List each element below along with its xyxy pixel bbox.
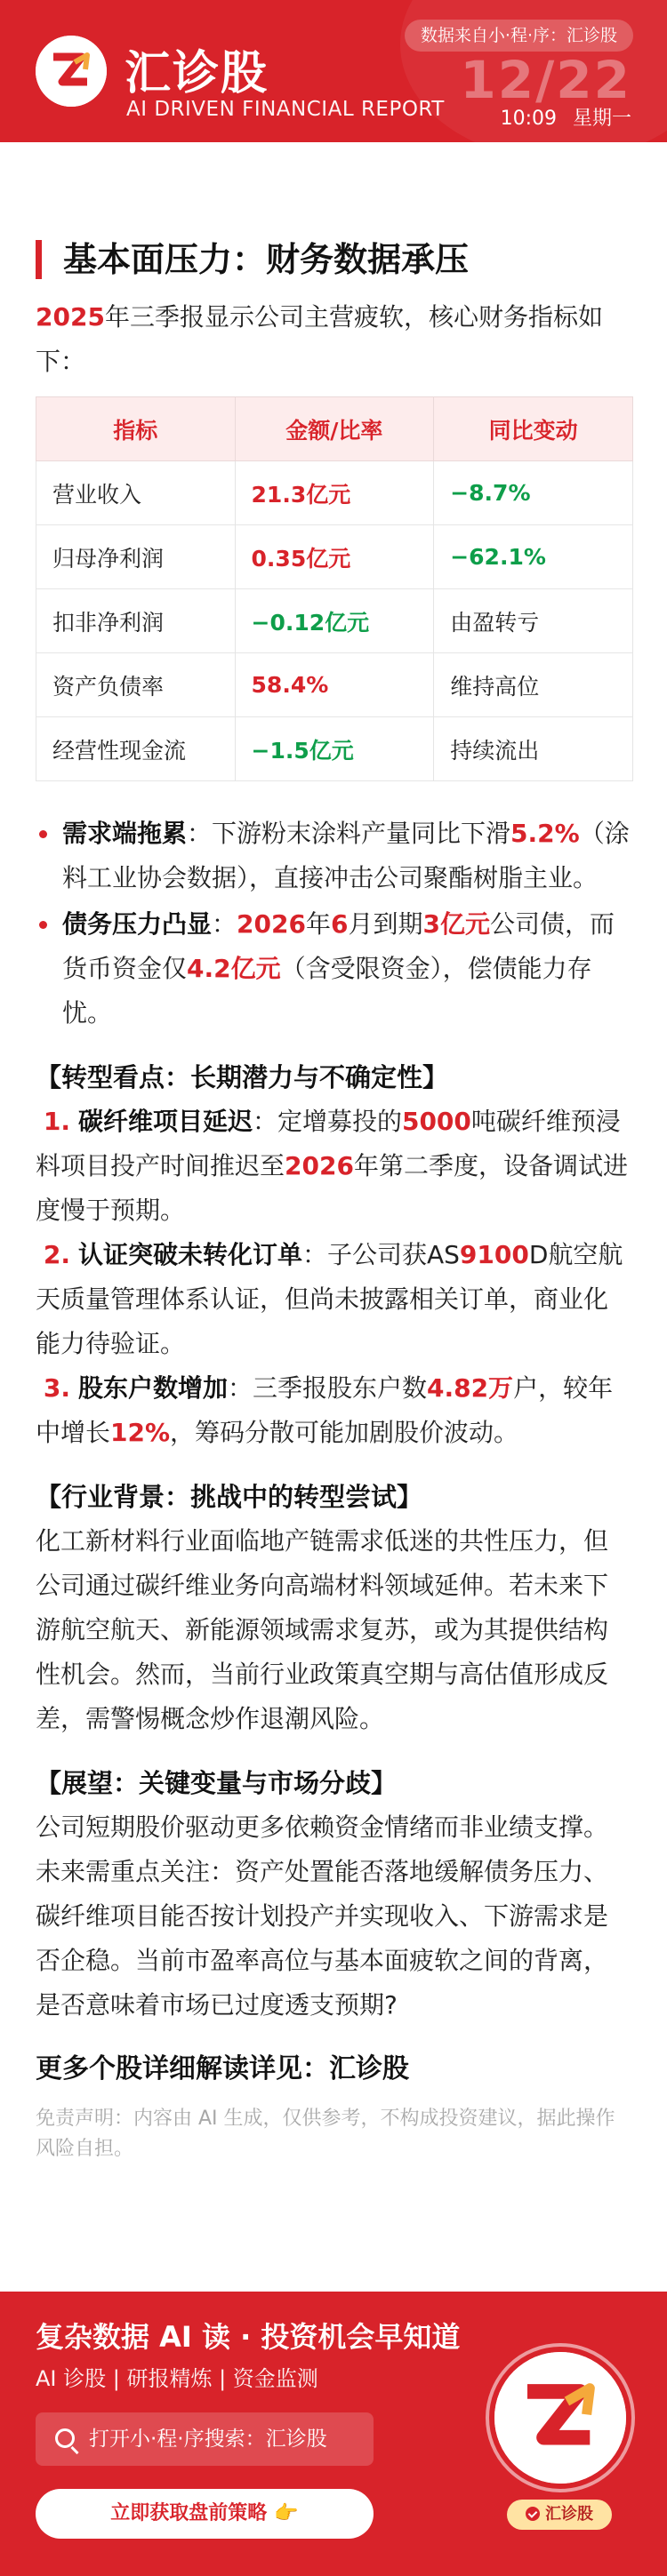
cell-metric: 经营性现金流: [36, 717, 236, 781]
list-item: 债务压力凸显：2026年6月到期3亿元公司债，而货币资金仅4.2亿元（含受限资金），偿债能力存忧。: [36, 902, 631, 1036]
cell-value: −1.5亿元: [235, 717, 434, 781]
footer-title: 复杂数据 AI 读 · 投资机会早知道: [36, 2320, 461, 2354]
cta-label: 立即获取盘前策略: [110, 2502, 268, 2524]
data-source-pill: 数据来自小·程·序：汇诊股: [405, 20, 633, 52]
brand-badge: 汇诊股: [507, 2500, 612, 2530]
list-item: 3. 股东户数增加：三季报股东户数4.82万户，较年中增长12%，筹码分散可能加剧股价波动。: [36, 1373, 614, 1447]
article-body: [0, 240, 667, 2164]
cell-value: 0.35亿元: [235, 525, 434, 589]
outlook-heading: 【展望：关键变量与市场分歧】: [36, 1768, 398, 1798]
list-item: 需求端拖累：下游粉末涂料产量同比下滑5.2%（涂料工业协会数据），直接冲击公司聚酯树脂主业。: [36, 812, 631, 900]
table-row: [36, 461, 633, 525]
mini-program-search-bar[interactable]: [36, 2412, 374, 2466]
col-header-metric: 指标: [36, 397, 236, 461]
list-item: 2. 认证突破未转化订单：子公司获AS9100D航空航天质量管理体系认证，但尚未披露相关订单，商业化能力待验证。: [36, 1240, 623, 1358]
table-row: [36, 653, 633, 717]
promo-footer: [0, 2292, 667, 2576]
table-row: [36, 717, 633, 781]
cell-metric: 营业收入: [36, 461, 236, 525]
outlook-section: [36, 1761, 631, 2028]
check-icon: [526, 2507, 540, 2521]
cell-metric: 资产负债率: [36, 653, 236, 717]
cell-value: −0.12亿元: [235, 589, 434, 653]
cell-value: 58.4%: [235, 653, 434, 717]
cell-metric: 扣非净利润: [36, 589, 236, 653]
transform-heading: 【转型看点：长期潜力与不确定性】: [36, 1062, 449, 1092]
cell-change: −62.1%: [434, 525, 633, 589]
list-item: 1. 碳纤维项目延迟：定增募投的5000吨碳纤维预浸料项目投产时间推迟至2026年第二季度，设备调试进度慢于预期。: [36, 1107, 628, 1225]
more-link-text: 更多个股详细解读详见：汇诊股: [36, 2053, 409, 2084]
search-text: 打开小·程·序搜索：汇诊股: [89, 2428, 327, 2451]
cell-change: −8.7%: [434, 461, 633, 525]
industry-paragraph: 化工新材料行业面临地产链需求低迷的共性压力，但公司通过碳纤维业务向高端材料领域延伸。若未来下游航空航天、新能源领域需求复苏，或为其提供结构性机会。然而，当前行业政策真空期与高估值形成反差，需警惕概念炒作退潮风险。: [36, 1526, 609, 1733]
industry-section: [36, 1475, 631, 1741]
cell-change: 维持高位: [434, 653, 633, 717]
pointing-hand-icon: 👉: [274, 2502, 299, 2524]
footer-logo-icon: [494, 2352, 626, 2484]
section-title: 基本面压力：财务数据承压: [36, 240, 631, 279]
outlook-paragraph: 公司短期股价驱动更多依赖资金情绪而非业绩支撑。未来需重点关注：资产处置能否落地缓解债务压力、碳纤维项目能否按计划投产并实现收入、下游需求是否企稳。当前市盈率高位与基本面疲软之间的背离，是否意味着市场已过度透支预期?: [36, 1812, 609, 2020]
brand-name: 汇诊股: [125, 47, 269, 100]
financial-table: [36, 396, 633, 781]
cell-change: 由盈转亏: [434, 589, 633, 653]
col-header-value: 金额/比率: [235, 397, 434, 461]
table-row: [36, 589, 633, 653]
brand-subtitle: AI DRIVEN FINANCIAL REPORT: [126, 98, 445, 121]
weekday-text: 星期一: [572, 108, 631, 130]
report-time: [501, 103, 631, 131]
cell-change: 持续流出: [434, 717, 633, 781]
report-date: 12/22: [460, 50, 631, 110]
get-strategy-button[interactable]: [36, 2489, 374, 2539]
col-header-change: 同比变动: [434, 397, 633, 461]
risk-bullet-list: [36, 812, 631, 1036]
table-row: [36, 525, 633, 589]
disclaimer: 免责声明：内容由 AI 生成，仅供参考，不构成投资建议，据此操作风险自担。: [36, 2108, 615, 2160]
brand-logo-icon: [36, 36, 107, 107]
footer-tags: AI 诊股 | 研报精炼 | 资金监测: [36, 2366, 318, 2391]
transform-section: [36, 1055, 631, 1455]
table-header-row: [36, 397, 633, 461]
time-text: 10:09: [500, 108, 557, 130]
industry-heading: 【行业背景：挑战中的转型尝试】: [36, 1482, 423, 1512]
intro-paragraph: 2025年三季报显示公司主营疲软，核心财务指标如下：: [36, 302, 603, 376]
search-icon: [55, 2428, 75, 2448]
cell-metric: 归母净利润: [36, 525, 236, 589]
cell-value: 21.3亿元: [235, 461, 434, 525]
report-header: [0, 0, 667, 142]
